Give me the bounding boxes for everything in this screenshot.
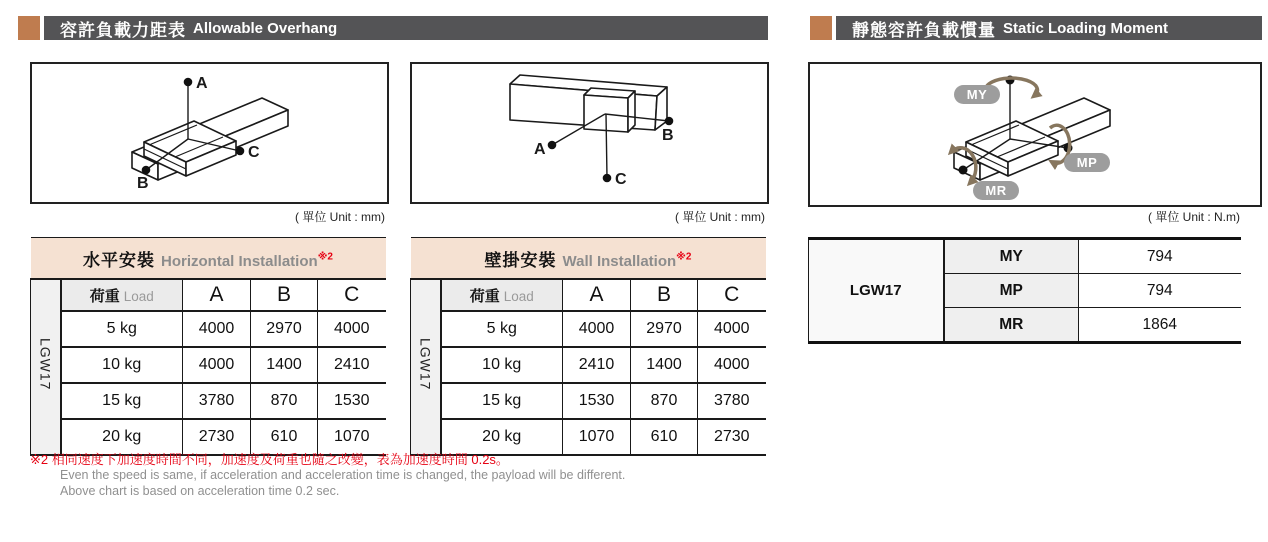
table-title-en: Horizontal Installation [161,252,318,270]
footnote-en-1: Even the speed is same, if acceleration and acceleration time is changed, the payload will be different. [60,468,626,482]
table-row [31,383,386,419]
table-title-zh: 壁掛安裝 [484,250,557,270]
load-header-zh: 荷重 [89,287,120,305]
section-header-allowable-overhang [18,16,768,40]
table-title [411,238,766,280]
mp-badge: MP [1076,155,1098,170]
accent-square-icon [18,16,40,40]
moment-diagram [808,62,1262,207]
value-a: 4000 [183,347,251,383]
load-cell: 15 kg [61,383,183,419]
col-header-b: B [251,279,318,311]
load-cell: 10 kg [441,347,563,383]
section-title-zh: 靜態容許負載慣量 [852,20,996,40]
value-b: 1400 [631,347,698,383]
table-title-en: Wall Installation [562,252,677,270]
moment-value-mp: 794 [1079,274,1241,308]
value-c: 1070 [318,419,386,455]
overhang-axis-c-label: C [248,144,260,161]
load-header-cell [441,279,563,311]
table-row [411,419,766,455]
section-title-en: Allowable Overhang [193,19,338,37]
overhang-axis-c-label: C [615,171,627,188]
load-cell: 20 kg [61,419,183,455]
section-header-bar [44,16,768,40]
overhang-wall-drawing [412,64,767,202]
overhang-axis-a-label: A [196,75,208,92]
value-a: 1530 [563,383,631,419]
load-cell: 5 kg [61,311,183,347]
overhang-axis-b-label: B [137,175,149,192]
col-header-c: C [318,279,386,311]
footnote [30,452,625,499]
horizontal-installation-table [30,237,386,456]
value-b: 870 [251,383,318,419]
value-b: 610 [631,419,698,455]
load-header-en: Load [123,288,154,304]
value-c: 2410 [318,347,386,383]
value-a: 1070 [563,419,631,455]
value-a: 4000 [563,311,631,347]
unit-label-nm: ( 單位 Unit : N.m) [1148,210,1240,224]
note-ref: ※2 [676,251,692,263]
section-header-bar [836,16,1262,40]
value-b: 610 [251,419,318,455]
section-title-en: Static Loading Moment [1003,19,1168,37]
mr-badge: MR [985,183,1007,198]
moment-drawing [810,64,1260,205]
value-c: 4000 [698,311,766,347]
load-cell: 10 kg [61,347,183,383]
overhang-axis-b-label: B [662,127,674,144]
table-title-zh: 水平安裝 [83,250,155,270]
value-b: 2970 [631,311,698,347]
load-cell: 20 kg [441,419,563,455]
overhang-diagram-wall [410,62,769,204]
footnote-zh: ※2 相同速度下加速度時間不同，加速度及荷重也隨之改變，表為加速度時間 0.2s。 [30,452,509,467]
table-row [411,311,766,347]
col-header-a: A [183,279,251,311]
table-row [411,383,766,419]
load-cell: 15 kg [441,383,563,419]
value-b: 1400 [251,347,318,383]
value-c: 2730 [698,419,766,455]
model-cell: LGW17 [809,239,944,343]
moment-label-mp: MP [944,274,1079,308]
model-cell [31,279,61,455]
table-title [31,238,386,280]
overhang-axis-a-label: A [534,141,546,158]
load-header-en: Load [503,288,534,304]
load-header-cell [61,279,183,311]
table-row [31,419,386,455]
static-moment-table [808,237,1241,344]
section-title-zh: 容許負載力距表 [60,20,186,40]
col-header-b: B [631,279,698,311]
unit-label-mm: ( 單位 Unit : mm) [295,210,385,224]
col-header-a: A [563,279,631,311]
value-c: 1530 [318,383,386,419]
model-label: LGW17 [37,338,54,391]
model-label: LGW17 [417,338,434,391]
value-c: 4000 [318,311,386,347]
moment-label-my: MY [944,239,1079,274]
value-a: 2730 [183,419,251,455]
overhang-horizontal-drawing [32,64,387,202]
value-c: 3780 [698,383,766,419]
moment-label-mr: MR [944,308,1079,343]
value-b: 870 [631,383,698,419]
value-b: 2970 [251,311,318,347]
col-header-c: C [698,279,766,311]
overhang-diagram-horizontal [30,62,389,204]
moment-value-mr: 1864 [1079,308,1241,343]
load-cell: 5 kg [441,311,563,347]
table-row [31,347,386,383]
value-a: 4000 [183,311,251,347]
accent-square-icon [810,16,832,40]
moment-value-my: 794 [1079,239,1241,274]
footnote-en-2: Above chart is based on acceleration time 0.2 sec. [60,483,340,498]
wall-installation-table [410,237,766,456]
value-c: 4000 [698,347,766,383]
value-a: 2410 [563,347,631,383]
table-row [809,239,1241,274]
table-row [411,347,766,383]
section-header-static-loading-moment [810,16,1262,40]
load-header-zh: 荷重 [469,287,500,305]
note-ref: ※2 [317,251,333,263]
table-row [31,311,386,347]
unit-label-mm: ( 單位 Unit : mm) [675,210,765,224]
value-a: 3780 [183,383,251,419]
my-badge: MY [966,87,988,102]
model-cell [411,279,441,455]
